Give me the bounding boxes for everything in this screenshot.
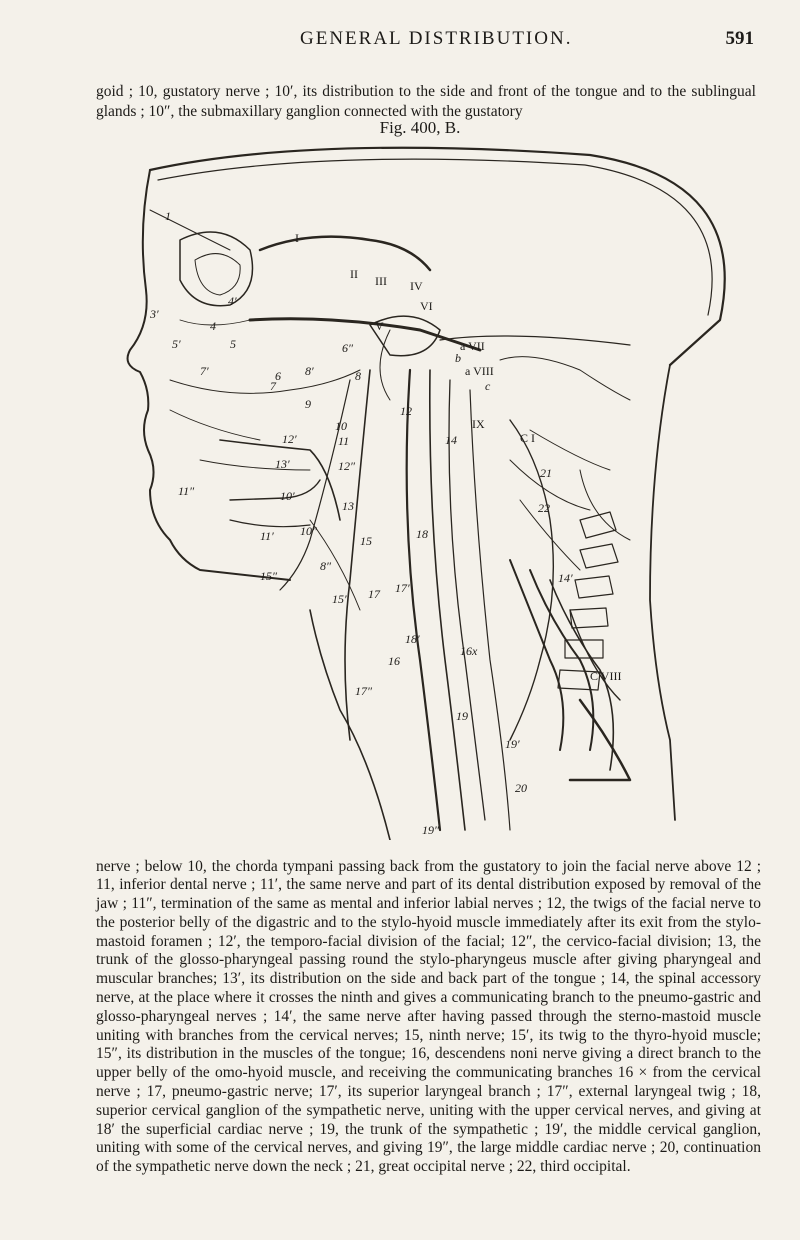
label-1: 1 — [165, 209, 171, 223]
label-15prime: 15′ — [332, 592, 347, 606]
label-19dprime: 19″ — [422, 823, 439, 837]
label-5: 5 — [230, 337, 236, 351]
label-IX: IX — [472, 417, 485, 431]
label-VIII: a VIII — [465, 364, 494, 378]
running-title: GENERAL DISTRIBUTION. — [300, 28, 573, 49]
label-17prime: 17′ — [395, 581, 410, 595]
label-14: 14 — [445, 433, 457, 447]
label-15: 15 — [360, 534, 372, 548]
label-13prime: 13′ — [275, 457, 290, 471]
head-neck-nerves-illustration — [110, 140, 770, 840]
label-6dprime: 6″ — [342, 341, 353, 355]
label-V: V — [375, 319, 384, 333]
anatomical-engraving — [110, 140, 770, 840]
label-18: 18 — [416, 527, 428, 541]
label-16x: 16x — [460, 644, 478, 658]
label-12dprime: 12″ — [338, 459, 355, 473]
label-10: 10 — [335, 419, 347, 433]
label-4: 4 — [210, 319, 216, 333]
label-IV: IV — [410, 279, 423, 293]
figure-legend-text: nerve ; below 10, the chorda tympani passing back from the gustatory to join the facial nerve above 12 ; 11, inferior dental nerve ; 11′, the same nerve and part of its dental distribution exposed by removal of the jaw ; 11″, termination of the same as mental and inferior labial nerves ; 12, the twigs of the facial nerve to the posterior belly of the digastric and to the stylo-hyoid muscle immediately after its exit from the stylo-mastoid foramen ; 12′, the temporo-facial division of the facial; 12″, the cervico-facial division; 13, the trunk of the glosso-pharyngeal passing round the stylo-pharyngeus muscle after giving pharyngeal and muscular branches; 13′, its distribution on the side and back part of the tongue ; 14, the spinal accessory nerve, at the place where it crosses the ninth and gives a communicating branch to the pneumo-gastric and glosso-pharyngeal nerves ; 14′, the same nerve after having passed through the sterno-mastoid muscle uniting with branches from the cervical nerves; 15, ninth nerve; 15′, its twig to the thyro-hyoid muscle; 15″, its distribution in the muscles of the tongue; 16, descendens noni nerve giving a direct branch to the upper belly of the omo-hyoid muscle, and receiving the communicating branches 16 × from the cervical nerve ; 17, pneumo-gastric nerve; 17′, its superior laryngeal branch ; 17″, external laryngeal twig ; 18, superior cervical ganglion of the sympathetic nerve, uniting with the upper cervical nerves, and giving at 18′ the superficial cardiac nerve ; 19, the trunk of the sympathetic ; 19′, the middle cervical ganglion, uniting with some of the cervical nerves, and giving 19″, the large middle cardiac nerve ; 20, continuation of the sympathetic nerve down the neck ; 21, great occipital nerve ; 22, third occipital. — [96, 857, 761, 1176]
label-3prime: 3′ — [150, 307, 159, 321]
label-b: b — [455, 351, 461, 365]
running-head — [0, 28, 800, 52]
label-4prime: 4′ — [228, 294, 237, 308]
label-III: III — [375, 274, 387, 288]
label-19prime: 19′ — [505, 737, 520, 751]
label-22: 22 — [538, 501, 550, 515]
label-7prime: 7′ — [200, 364, 209, 378]
label-8prime: 8′ — [305, 364, 314, 378]
label-19: 19 — [456, 709, 468, 723]
label-c: c — [485, 379, 491, 393]
figure-caption: Fig. 400, B. — [379, 118, 461, 137]
label-II: II — [350, 267, 358, 281]
label-17dprime: 17″ — [355, 684, 372, 698]
label-20: 20 — [515, 781, 527, 795]
label-11prime: 11′ — [260, 529, 274, 543]
label-13: 13 — [342, 499, 354, 513]
continued-paragraph: goid ; 10, gustatory nerve ; 10′, its distribution to the side and front of the tongue and to the sublingual glands ; 10″, the submaxillary ganglion connected with the gustatory — [96, 82, 756, 120]
label-8dprime: 8″ — [320, 559, 331, 573]
label-10dprime: 10″ — [300, 524, 317, 538]
label-17: 17 — [368, 587, 380, 601]
label-9: 9 — [305, 397, 311, 411]
label-6: 6 — [275, 369, 281, 383]
label-15dprime: 15″ — [260, 569, 277, 583]
label-14prime: 14′ — [558, 571, 573, 585]
label-VI: VI — [420, 299, 433, 313]
label-7: 7 — [270, 379, 276, 393]
label-11dprime: 11″ — [178, 484, 195, 498]
label-10prime: 10′ — [280, 489, 295, 503]
label-8: 8 — [355, 369, 361, 383]
label-18prime: 18′ — [405, 632, 420, 646]
label-5prime: 5′ — [172, 337, 181, 351]
label-CI: C I — [520, 431, 535, 445]
label-21: 21 — [540, 466, 552, 480]
label-11: 11 — [338, 434, 350, 448]
label-I: I — [295, 231, 299, 245]
label-VII: a VII — [460, 339, 485, 353]
label-12: 12 — [400, 404, 412, 418]
label-16: 16 — [388, 654, 400, 668]
page-number: 591 — [725, 28, 754, 49]
label-12prime: 12′ — [282, 432, 297, 446]
label-CVIII: C VIII — [590, 669, 622, 683]
